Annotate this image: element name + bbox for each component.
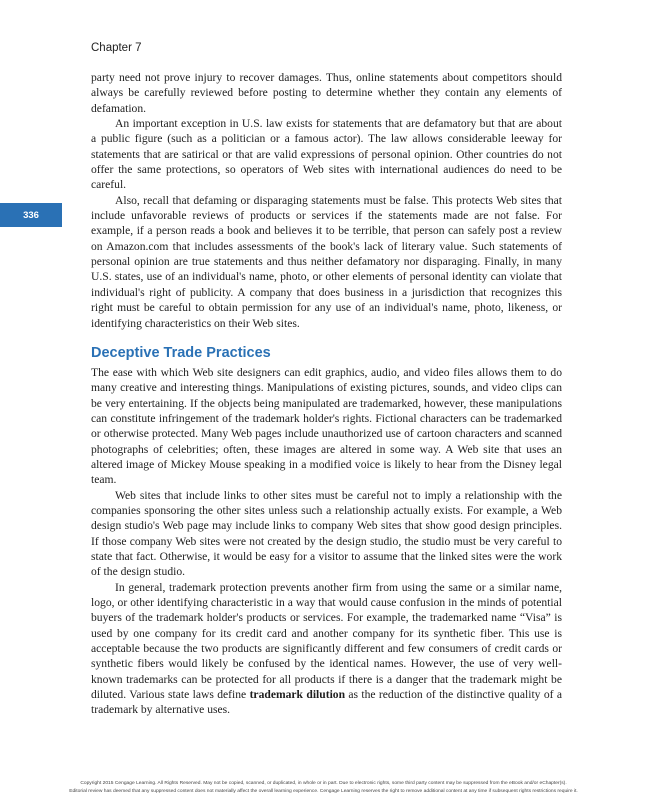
page-number-tab: [0, 203, 62, 227]
key-term: trademark dilution: [249, 688, 346, 702]
paragraph: [91, 580, 562, 718]
paragraph: The ease with which Web site designers can edit graphics, audio, and video files allows them to do many creative and interesting things. Manipulations of existing pictures, sounds, and video clips can be very entertaining. If the objects being manipulated are trademarked, however, these manipulations can constitute infringement of the trademark holder's rights. Fictional characters can be trademarked or otherwise protected. Many Web pages include unauthorized use of cartoon characters and scanned photographs of celebrities; often, these images are altered in some way. A Web site that uses an altered image of Mickey Mouse speaking in a modified voice is likely to hear from the Disney legal team.: [91, 365, 562, 487]
paragraph: Also, recall that defaming or disparaging statements must be false. This protects Web sites that include unfavorable reviews of products or services if the statements made are not false. For example, if a person reads a book and believes it to be terrible, that person can safely post a review on Amazon.com that includes assessments of the book's lack of literary value. Such statements of personal opinion are true statements and thus neither defamatory nor disparaging. Finally, in many U.S. states, use of an individual's name, photo, or other elements of personal identity can violate that individual's right of publicity. A company that does business in a jurisdiction that recognizes this right must be careful to obtain permission for any use of an individual's name, photo, likeness, or identifying characteristics on their Web sites.: [91, 193, 562, 330]
paragraph-text: as the reduction of the distinctive quality of a trademark by alternative uses.: [91, 688, 562, 717]
paragraph-text: In general, trademark protection prevents another firm from using the same or a similar name, logo, or other identifying characteristic in a way that would cause confusion in the minds of potential buyers of the trademark holder's products or services. For example, the trademarked name “Visa” is used by one company for its credit card and another company for its synthetic fiber. This use is acceptable because the two products are significantly different and few consumers of credit cards or synthetic fibers would likely be confused by the identical names. However, the use of very well-known trademarks can be protected for all products if there is a danger that the trademark might be diluted. Various state laws define: [91, 580, 562, 702]
paragraph: An important exception in U.S. law exists for statements that are defamatory but that are about a public figure (such as a politician or a famous actor). The law allows considerable leeway for statements that are satirical or that are valid expressions of personal opinion. Other countries do not offer the same protections, so operators of Web sites with international audiences do need to be careful.: [91, 117, 562, 192]
editorial-notice: Editorial review has deemed that any suppressed content does not materially affect the overall learning experience. Cengage Learning reserves the right to remove additional content at any time if subsequent rights restrictions require it.: [69, 789, 578, 794]
paragraph: Web sites that include links to other sites must be careful not to imply a relationship with the companies sponsoring the other sites unless such a relationship actually exists. For example, a Web design studio's Web page may include links to company Web sites that show good design principles. If those company Web sites were not created by the design studio, the studio must be very careful to state that fact. Otherwise, it would be easy for a visitor to assume that the linked sites were the work of the design studio.: [91, 488, 562, 579]
page-number: 336: [23, 209, 39, 221]
copyright-notice: Copyright 2015 Cengage Learning. All Rights Reserved. May not be copied, scanned, or duplicated, in whole or in part. Due to electronic rights, some third party content may be suppressed from the eBook and/or eChapter(s).: [80, 781, 567, 786]
paragraph: party need not prove injury to recover damages. Thus, online statements about competitors should always be carefully reviewed before posting to determine whether they contain any elements of defamation.: [91, 71, 562, 115]
page-body: [91, 70, 562, 718]
chapter-header: Chapter 7: [91, 42, 142, 54]
section-heading: Deceptive Trade Practices: [91, 344, 271, 361]
